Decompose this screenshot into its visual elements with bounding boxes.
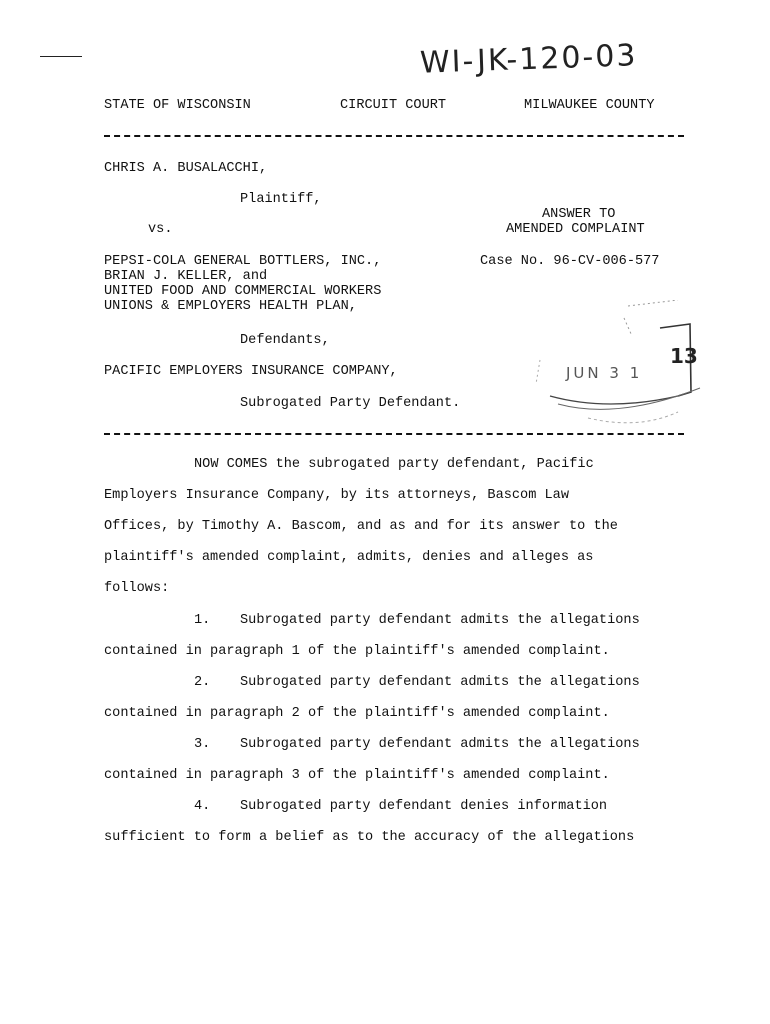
paragraph-1-line-2: contained in paragraph 1 of the plaintiff's amended complaint. [104, 644, 610, 659]
subrogated-party-name: PACIFIC EMPLOYERS INSURANCE COMPANY, [104, 364, 398, 379]
paragraph-3-line-2: contained in paragraph 3 of the plaintiff's amended complaint. [104, 768, 610, 783]
plaintiff-role: Plaintiff, [240, 192, 322, 207]
paragraph-3-number: 3. [194, 737, 211, 752]
paragraph-4-line-2: sufficient to form a belief as to the accuracy of the allegations [104, 830, 635, 845]
header-court: CIRCUIT COURT [340, 98, 447, 113]
versus-label: vs. [148, 222, 173, 237]
case-number: Case No. 96-CV-006-577 [480, 254, 660, 269]
intro-line-2: Employers Insurance Company, by its attorneys, Bascom Law [104, 488, 569, 503]
intro-line-1: NOW COMES the subrogated party defendant, Pacific [194, 457, 594, 472]
defendant-line-2: BRIAN J. KELLER, and [104, 269, 268, 284]
filing-stamp [528, 300, 708, 440]
header-state: STATE OF WISCONSIN [104, 98, 251, 113]
defendants-role: Defendants, [240, 333, 330, 348]
paragraph-1-number: 1. [194, 613, 211, 628]
intro-line-3: Offices, by Timothy A. Bascom, and as and for its answer to the [104, 519, 618, 534]
bottom-dashed-divider [104, 433, 684, 435]
stamp-number: 13 [670, 344, 698, 368]
paragraph-4-number: 4. [194, 799, 211, 814]
header-county: MILWAUKEE COUNTY [524, 98, 655, 113]
stamp-date: JUN 3 1 [566, 364, 643, 382]
intro-line-4: plaintiff's amended complaint, admits, denies and alleges as [104, 550, 594, 565]
paragraph-2-number: 2. [194, 675, 211, 690]
paragraph-2-line-1: Subrogated party defendant admits the allegations [240, 675, 640, 690]
document-title-line-2: AMENDED COMPLAINT [506, 222, 645, 237]
paragraph-4-line-1: Subrogated party defendant denies information [240, 799, 608, 814]
defendant-line-1: PEPSI-COLA GENERAL BOTTLERS, INC., [104, 254, 382, 269]
plaintiff-name: CHRIS A. BUSALACCHI, [104, 161, 268, 176]
defendant-line-4: UNIONS & EMPLOYERS HEALTH PLAN, [104, 299, 357, 314]
paragraph-3-line-1: Subrogated party defendant admits the allegations [240, 737, 640, 752]
top-dashed-divider [104, 135, 684, 137]
handwritten-document-id: WI-JK-120-03 [419, 38, 639, 81]
paragraph-2-line-2: contained in paragraph 2 of the plaintiff's amended complaint. [104, 706, 610, 721]
intro-line-5: follows: [104, 581, 170, 596]
document-title-line-1: ANSWER TO [542, 207, 616, 222]
paragraph-1-line-1: Subrogated party defendant admits the allegations [240, 613, 640, 628]
defendant-line-3: UNITED FOOD AND COMMERCIAL WORKERS [104, 284, 382, 299]
subrogated-party-role: Subrogated Party Defendant. [240, 396, 461, 411]
margin-dash-mark [40, 56, 82, 57]
